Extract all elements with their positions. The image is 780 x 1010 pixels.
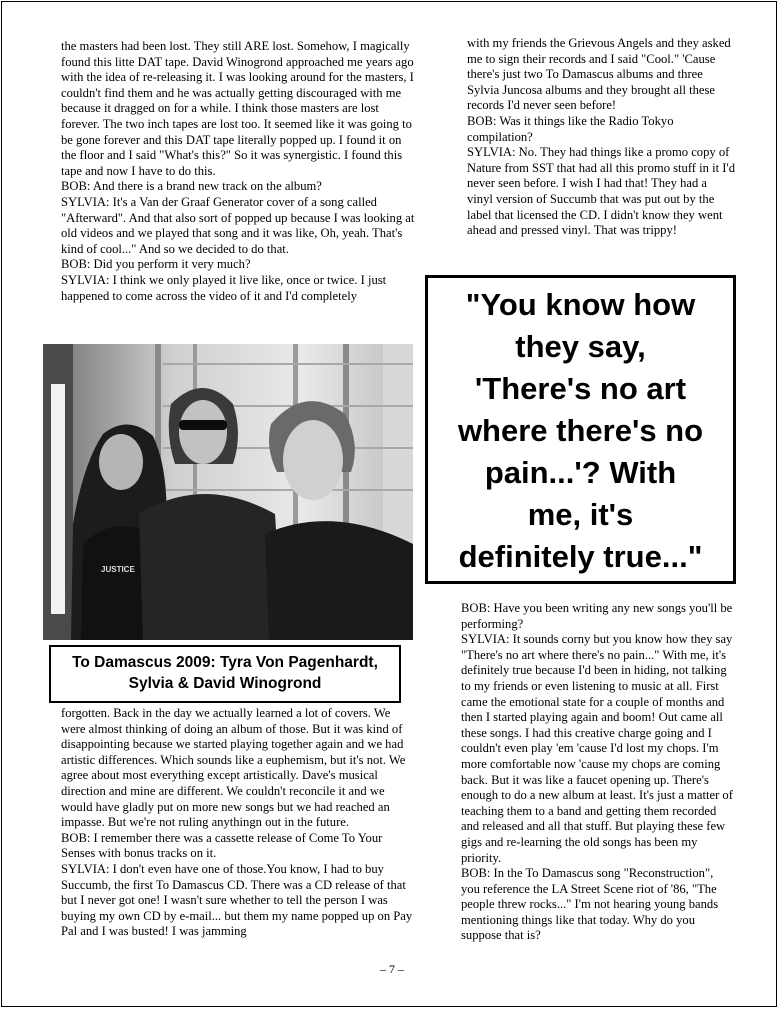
left-column-top <box>61 39 415 340</box>
paragraph: BOB: In the To Damascus song "Reconstruction", you reference the LA Street Scene riot of '86, "The people threw rocks..." I'm not hearing young bands mentioning things like that today. Why do you suppose that is? <box>461 866 719 943</box>
pull-quote-line: 'There's no art <box>474 371 687 406</box>
paragraph: BOB: Have you been writing any new songs you'll be performing? <box>461 601 733 631</box>
paragraph: BOB: Was it things like the Radio Tokyo compilation? <box>467 113 674 144</box>
paragraph: SYLVIA: It's a Van der Graaf Generator cover of a song called "Afterward". And that also sort of popped up because I was looking at old videos and we played that song and it was like, Oh, yeah. That's kind of cool..." And so we decided to do that. <box>61 194 415 256</box>
caption-line: Sylvia & David Winogrond <box>128 675 322 692</box>
pull-quote <box>425 275 736 584</box>
paragraph: BOB: And there is a brand new track on the album? <box>61 179 322 194</box>
band-photo <box>43 344 413 640</box>
right-column-bottom <box>461 601 733 944</box>
left-column-bottom <box>61 706 415 940</box>
paragraph: with my friends the Grievous Angels and they asked me to sign their records and I said "Cool." 'Cause there's just two To Damascus albums and three Sylvia Juncosa albums and they brought all these records I'd never seen before! <box>467 36 731 113</box>
paragraph: SYLVIA: I don't even have one of those.You know, I had to buy Succumb, the first To Damascus CD. There was a CD release of that but I never got one! I wasn't sure whether to tell the person I was buying my own CD by e-mail... but them my name popped up on Pay Pal and I was busted! I was jamming <box>61 861 413 939</box>
paragraph: the masters had been lost. They still ARE lost. Somehow, I magically found this litte DAT tape. David Winogrond approached me years ago with the idea of re-releasing it. I was looking around for the masters, I couldn't find them and he was actually getting discouraged with me because it dragged on for a while. I think those masters are lost forever. The two inch tapes are lost too. It seemed like it was going to be gone forever and this DAT tape literally popped up. I found it on the floor and I said "What's this?" So it was synergistic. I found this tape and now I have to do this. <box>61 39 414 178</box>
paragraph: forgotten. Back in the day we actually learned a lot of covers. We were almost thinking of doing an album of those. But it was kind of disappointing because we started playing together again and we had artistic differences. Which sounds like a euphemism, but it's not. We agree about most everything except artistically. Dave's musical direction and mine are different. We couldn't reconcile it and we would have gladly put on more new songs but we had reached an impasse. But we're not ruling anythingn out in the future. <box>61 706 406 830</box>
page-number: – 7 – <box>380 962 404 976</box>
pull-quote-line: pain...'? With <box>484 455 677 490</box>
shirt-text: JUSTICE <box>101 565 135 574</box>
pull-quote-line: definitely true..." <box>458 539 703 574</box>
paragraph: BOB: Did you perform it very much? <box>61 257 251 272</box>
right-column-top <box>467 36 735 239</box>
paragraph: SYLVIA: No. They had things like a promo copy of Nature from SST that had all this promo stuff in it I'd never seen before. I wish I had that! They had a vinyl version of Succumb that was put out by the label that licensed the CD. I didn't know they went ahead and pressed vinyl. That was trippy! <box>467 145 735 238</box>
pull-quote-line: me, it's <box>527 497 634 532</box>
paragraph: BOB: I remember there was a cassette release of Come To Your Senses with bonus tracks on it. <box>61 830 383 861</box>
paragraph: SYLVIA: I think we only played it live like, once or twice. I just happened to come across the video of it and I'd completely <box>61 272 387 303</box>
caption-line: To Damascus 2009: Tyra Von Pagenhardt, <box>72 654 378 671</box>
pull-quote-line: where there's no <box>457 413 704 448</box>
paragraph: SYLVIA: It sounds corny but you know how they say "There's no art where there's no pain..." With me, it's definitely true because I'd been in hiding, not talking to my friends or even listening to music at all. First came the emotional state for a couple of months and then I started playing again and boom! Out came all these songs. I had this creative charge going and I couldn't even play 'em 'cause I'd lost my chops. I'm more comfortable now 'cause my chops are coming back. But it was like a faucet opening up. There's enough to do a new album at least. It's just a matter of teaching them to a band and getting them recorded and released and all that stuff. But playing these few gigs and re-learning the old songs has been my priority. <box>461 632 733 865</box>
pull-quote-line: "You know how <box>465 287 696 322</box>
photo-caption <box>49 645 401 703</box>
pull-quote-line: they say, <box>515 329 646 364</box>
